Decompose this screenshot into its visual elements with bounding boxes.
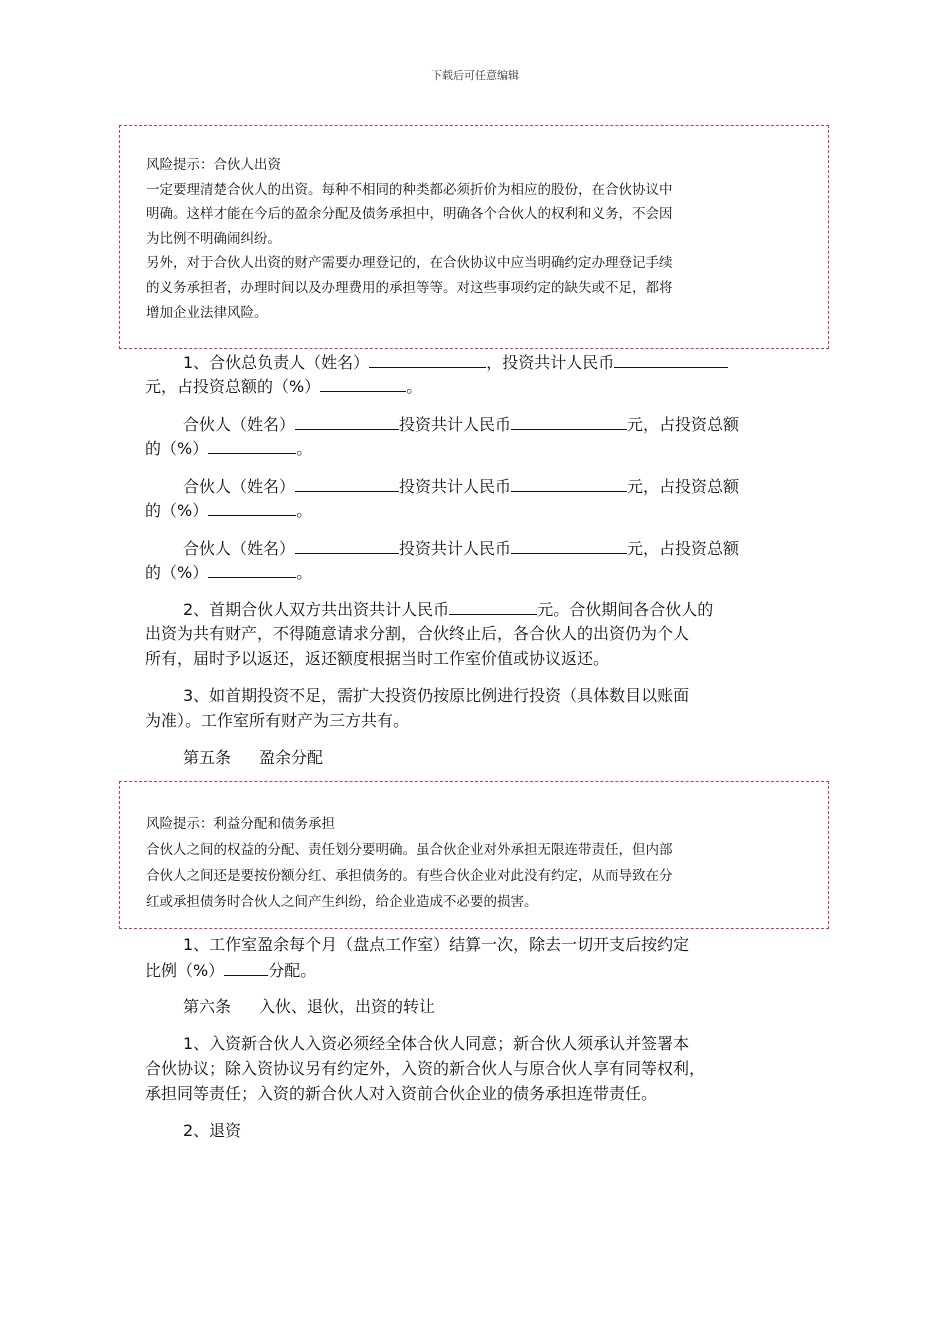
clause-line (145, 958, 316, 983)
risk-notice-text: 合伙人之间的权益的分配、责任划分要明确。虽合伙企业对外承担无限连带责任，但内部 (146, 842, 673, 858)
clause-text: 元，占投资总额 (627, 477, 740, 496)
clause-line: 出资为共有财产，不得随意请求分割，合伙终止后，各合伙人的出资仍为个人 (145, 624, 690, 643)
partner-investment-blank[interactable] (511, 474, 627, 492)
clause-text: 。 (296, 563, 313, 582)
clause-text: 。 (296, 501, 313, 520)
manager-name-blank[interactable] (369, 350, 486, 368)
risk-notice-box-capital (119, 125, 829, 349)
clause-line (183, 474, 739, 499)
clause-line: 2、退资 (183, 1121, 242, 1140)
clause-text: 投资共计人民币 (399, 415, 512, 434)
risk-notice-text: 明确。这样才能在今后的盈余分配及债务承担中，明确各个合伙人的权利和义务，不会因 (146, 206, 673, 223)
clause-line (183, 350, 728, 375)
article-title: 盈余分配 (259, 748, 324, 767)
total-investment-blank[interactable] (449, 597, 537, 615)
clause-line: 承担同等责任；入资的新合伙人对入资前合伙企业的债务承担连带责任。 (145, 1084, 658, 1103)
risk-notice-box-profit (119, 781, 829, 929)
risk-notice-text: 增加企业法律风险。 (146, 304, 268, 321)
clause-line (183, 412, 739, 437)
risk-notice-title: 风险提示：利益分配和债务承担 (146, 816, 335, 832)
clause-text: 元，占投资总额 (627, 539, 740, 558)
clause-line: 合伙协议；除入资协议另有约定外，入资的新合伙人与原合伙人享有同等权利， (145, 1059, 706, 1078)
article-number: 第六条 (183, 997, 232, 1016)
clause-line: 1、工作室盈余每个月（盘点工作室）结算一次，除去一切开支后按约定 (183, 935, 690, 954)
clause-text: 合伙人（姓名） (183, 477, 296, 496)
clause-text: 的（%） (145, 501, 209, 520)
clause-text: 1、合伙总负责人（姓名） (183, 353, 370, 372)
clause-line: 1、入资新合伙人入资必须经全体合伙人同意；新合伙人须承认并签署本 (183, 1034, 690, 1053)
article-number: 第五条 (183, 748, 232, 767)
clause-line (183, 597, 713, 622)
risk-notice-text: 红或承担债务时合伙人之间产生纠纷，给企业造成不必要的损害。 (146, 894, 538, 910)
partner-percent-blank[interactable] (208, 498, 296, 516)
partner-name-blank[interactable] (295, 536, 399, 554)
clause-text: 。 (296, 439, 313, 458)
article-heading (183, 995, 435, 1019)
clause-line: 为准）。工作室所有财产为三方共有。 (145, 711, 410, 730)
article-title: 入伙、退伙，出资的转让 (259, 997, 436, 1016)
clause-text: 的（%） (145, 563, 209, 582)
manager-percent-blank[interactable] (320, 374, 406, 392)
partner-investment-blank[interactable] (511, 412, 627, 430)
clause-text: 元，占投资总额 (627, 415, 740, 434)
partner-percent-blank[interactable] (208, 560, 296, 578)
article-heading (183, 746, 323, 770)
risk-notice-text: 合伙人之间还是要按份额分红、承担债务的。有些合伙企业对此没有约定，从而导致在分 (146, 868, 673, 884)
clause-line (145, 374, 422, 399)
clause-text: 的（%） (145, 439, 209, 458)
clause-line (145, 436, 312, 461)
clause-text: 投资共计人民币 (399, 477, 512, 496)
partner-investment-blank[interactable] (511, 536, 627, 554)
partner-name-blank[interactable] (295, 474, 399, 492)
clause-text: 元。合伙期间各合伙人的 (537, 600, 714, 619)
risk-notice-text: 另外，对于合伙人出资的财产需要办理登记的，在合伙协议中应当明确约定办理登记手续 (146, 255, 673, 272)
clause-line (145, 498, 312, 523)
risk-notice-text: 的义务承担者，办理时间以及办理费用的承担等等。对这些事项约定的缺失或不足，都将 (146, 279, 673, 296)
page-header: 下载后可任意编辑 (431, 69, 519, 82)
clause-text: 合伙人（姓名） (183, 539, 296, 558)
manager-investment-blank[interactable] (614, 350, 728, 368)
clause-text: ，投资共计人民币 (486, 353, 615, 372)
clause-text: 元，占投资总额的（%） (145, 377, 321, 396)
clause-line (183, 536, 739, 561)
clause-line (145, 560, 312, 585)
clause-text: 分配。 (268, 961, 317, 980)
risk-notice-text: 为比例不明确闹纠纷。 (146, 230, 281, 247)
clause-text: 。 (406, 377, 423, 396)
profit-ratio-blank[interactable] (224, 958, 268, 976)
clause-text: 合伙人（姓名） (183, 415, 296, 434)
clause-line: 3、如首期投资不足，需扩大投资仍按原比例进行投资（具体数目以账面 (183, 686, 690, 705)
clause-text: 比例（%） (145, 961, 225, 980)
risk-notice-text: 一定要理清楚合伙人的出资。每种不相同的种类都必须折价为相应的股份，在合伙协议中 (146, 181, 673, 198)
clause-text: 投资共计人民币 (399, 539, 512, 558)
risk-notice-title: 风险提示：合伙人出资 (146, 157, 281, 173)
clause-line: 所有，届时予以返还，返还额度根据当时工作室价值或协议返还。 (145, 649, 610, 668)
clause-text: 2、首期合伙人双方共出资共计人民币 (183, 600, 450, 619)
partner-percent-blank[interactable] (208, 436, 296, 454)
partner-name-blank[interactable] (295, 412, 399, 430)
